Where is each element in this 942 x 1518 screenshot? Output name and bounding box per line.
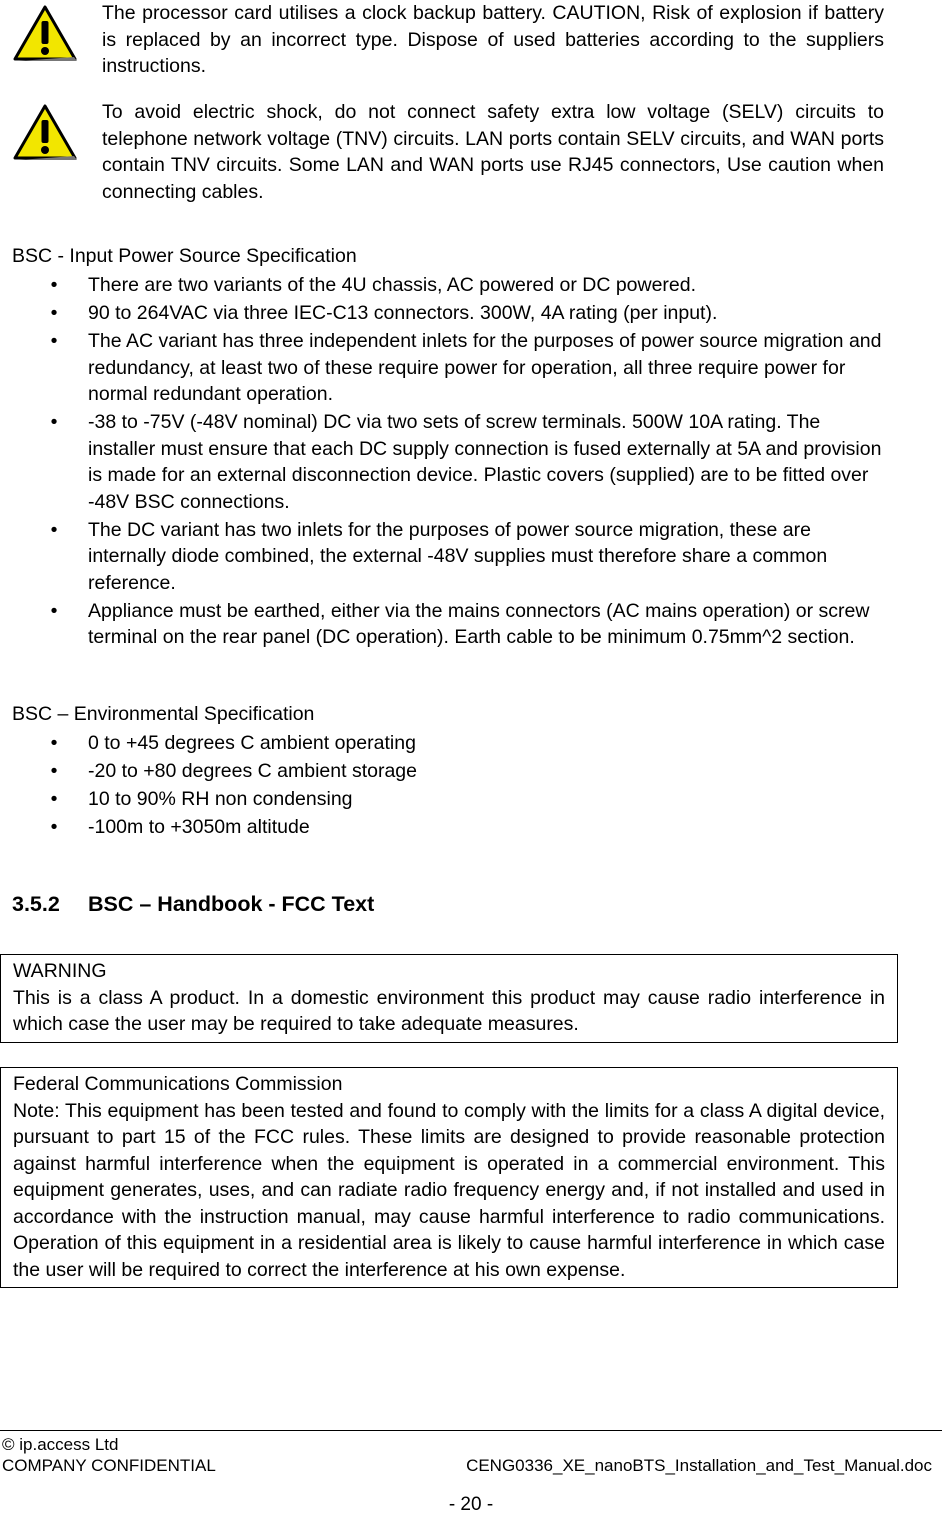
env-spec-list: [12, 730, 886, 842]
box-body: Note: This equipment has been tested and found to comply with the limits for a class A digital device, pursuant to part 15 of the FCC rules. These limits are designed to provide reasonable protection against harmful interference when the equipment is operated in a commercial environment. This equipment generates, uses, and can radiate radio frequency energy and, if not installed and used in accordance with the instruction manual, may cause harmful interference to radio communications. Operation of this equipment in a residential area is likely to cause harmful interference in which case the user will be required to correct the interference at his own expense.: [13, 1099, 885, 1281]
warning-triangle-icon: [12, 4, 78, 62]
footer-filename: CENG0336_XE_nanoBTS_Installation_and_Test_Manual.doc: [466, 1456, 932, 1475]
page-number: - 20 -: [448, 1494, 494, 1515]
footer-divider: [0, 1430, 942, 1431]
power-spec-heading: BSC - Input Power Source Specification: [12, 245, 357, 267]
box-title: WARNING: [13, 960, 107, 982]
list-item: • -100m to +3050m altitude: [50, 816, 310, 838]
fcc-notice-box: [0, 1067, 898, 1288]
power-spec-list: [12, 272, 886, 652]
section-number: 3.5.2: [12, 892, 60, 916]
list-item: • 0 to +45 degrees C ambient operating: [50, 732, 416, 754]
list-item: • -20 to +80 degrees C ambient storage: [50, 760, 417, 782]
list-item: • 10 to 90% RH non condensing: [50, 788, 353, 810]
list-item: • -38 to -75V (-48V nominal) DC via two sets of screw terminals. 500W 10A rating. The installer must ensure that each DC supply connection is fused externally at 5A and provision is made for an external disconnection device. Plastic covers (supplied) are to be fitted over -48V BSC connections.: [50, 411, 882, 513]
list-item: • 90 to 264VAC via three IEC-C13 connectors. 300W, 4A rating (per input).: [50, 302, 718, 324]
list-item: • Appliance must be earthed, either via the mains connectors (AC mains operation) or screw terminal on the rear panel (DC operation). Earth cable to be minimum 0.75mm^2 section.: [50, 599, 870, 648]
section-heading: [12, 889, 374, 919]
electric-shock-caution: [12, 99, 884, 205]
env-spec-heading: BSC – Environmental Specification: [12, 703, 315, 725]
list-item: • The DC variant has two inlets for the purposes of power source migration, these are internally diode combined, the external -48V supplies must therefore share a common reference.: [50, 518, 828, 594]
warning-text: The processor card utilises a clock backup battery. CAUTION, Risk of explosion if battery is replaced by an incorrect type. Dispose of used batteries according to the suppliers instructions.: [102, 2, 884, 77]
class-a-warning-box: [0, 954, 898, 1043]
box-body: This is a class A product. In a domestic environment this product may cause radio interference in which case the user may be required to take adequate measures.: [13, 986, 885, 1035]
warning-text: To avoid electric shock, do not connect safety extra low voltage (SELV) circuits to telephone network voltage (TNV) circuits. LAN ports contain SELV circuits, and WAN ports contain TNV circuits. Some LAN and WAN ports use RJ45 connectors, Use caution when connecting cables.: [102, 101, 884, 203]
battery-caution: [12, 0, 884, 80]
footer-confidential: COMPANY CONFIDENTIAL: [2, 1456, 216, 1475]
footer-copyright: © ip.access Ltd: [2, 1435, 119, 1454]
warning-triangle-icon: [12, 103, 78, 161]
list-item: • There are two variants of the 4U chassis, AC powered or DC powered.: [50, 274, 697, 296]
box-title: Federal Communications Commission: [13, 1073, 343, 1095]
section-title: BSC – Handbook - FCC Text: [88, 892, 375, 916]
list-item: • The AC variant has three independent inlets for the purposes of power source migration and redundancy, at least two of these require power for operation, all three require power for normal redundant operation.: [50, 330, 882, 405]
